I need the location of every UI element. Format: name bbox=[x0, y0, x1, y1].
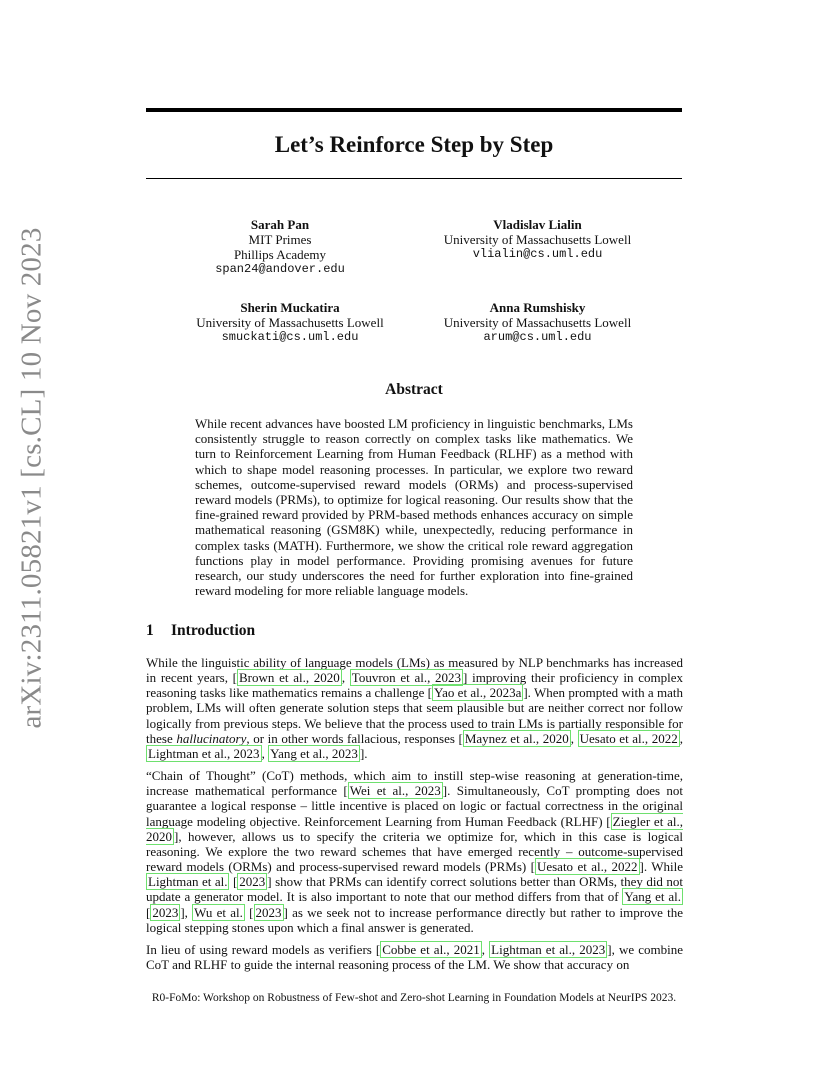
citation-link[interactable]: Lightman et al., 2023 bbox=[491, 941, 606, 957]
author-email: vlialin@cs.uml.edu bbox=[472, 247, 603, 261]
author-name: Sherin Muckatira bbox=[240, 300, 340, 315]
paper-title: Let’s Reinforce Step by Step bbox=[274, 132, 554, 157]
citation-link[interactable]: Brown et al., 2020 bbox=[239, 670, 340, 686]
author-name: Sarah Pan bbox=[250, 217, 310, 232]
citation-link[interactable]: Cobbe et al., 2021 bbox=[382, 941, 480, 957]
citation-link[interactable]: Uesato et al., 2022 bbox=[579, 730, 678, 746]
author-affiliation: University of Massachusetts Lowell bbox=[443, 232, 632, 247]
citation-link[interactable]: Maynez et al., 2020 bbox=[464, 730, 569, 746]
citation-link[interactable]: 2023 bbox=[152, 904, 179, 920]
paragraph-2: “Chain of Thought” (CoT) methods, which aim to instill step-wise reasoning at generation-time, increase mathematical performance [ Wei et al., 2023 ]. Simultaneously, CoT prompting does not guarantee a logical response – little incentive is placed on logic or factual correctness in the original language modeling objective. Reinforcement Learning from Human Feedback (RLHF) [ Ziegler et al., 2020 ], however, allows us to specify the criteria we optimize for, which in this case is logical reasoning. We explore the two reward schemes that have emerged recently – outcome-supervised reward models (ORMs) and process-supervised reward models (PRMs) [ Uesato et al., 2022 ]. While Lightman et al. [ 2023 ] show that PRMs can identify correct solutions better than ORMs, they did not update a generator model. It is also important to note that our method differs from that of Yang et al. [ 2023 ], Wu et al. [ 2023 ] as we seek not to increase performance directly but rather to improve the logical stepping stones upon which a final answer is generated. bbox=[146, 768, 684, 935]
section-heading bbox=[146, 622, 682, 640]
arxiv-sidebar-stamp bbox=[15, 227, 48, 729]
citation-link[interactable]: Uesato et al., 2022 bbox=[536, 859, 638, 875]
citation-link[interactable]: Lightman et al. bbox=[148, 874, 228, 890]
author-block-1 bbox=[190, 217, 370, 277]
author-email: span24@andover.edu bbox=[215, 262, 345, 276]
author-name: Anna Rumshisky bbox=[489, 300, 586, 315]
arxiv-id-text: arXiv:2311.05821v1 [cs.CL] 10 Nov 2023 bbox=[15, 227, 48, 729]
author-affiliation: University of Massachusetts Lowell bbox=[443, 315, 632, 330]
author-email: smuckati@cs.uml.edu bbox=[221, 330, 359, 344]
citation-link[interactable]: Ziegler et al., 2020 bbox=[146, 813, 683, 844]
citation-link[interactable]: Yang et al. bbox=[624, 889, 681, 905]
section-title: Introduction bbox=[171, 622, 256, 639]
citation-link[interactable]: Yang et al., 2023 bbox=[270, 745, 358, 761]
author-name: Vladislav Lialin bbox=[493, 217, 582, 232]
citation-link[interactable]: Touvron et al., 2023 bbox=[351, 670, 462, 686]
section-body bbox=[146, 655, 683, 979]
paragraph-3: In lieu of using reward models as verifiers [ Cobbe et al., 2021 , Lightman et al., 2023 ], we combine CoT and RLHF to guide the internal reasoning process of the LM. We show that accuracy on bbox=[146, 941, 683, 972]
section-number: 1 bbox=[146, 622, 154, 639]
paragraph-1: While the linguistic ability of language models (LMs) as measured by NLP benchmarks has increased in recent years, [ Brown et al., 2020 , Touvron et al., 2023 ] improving their proficiency in complex reasoning tasks like mathematics remains a challenge [ Yao et al., 2023a ]. When prompted with a math problem, LMs will often generate solution steps that seem plausible but are neither correct nor follow logically from previous steps. We believe that the process used to train LMs is partially responsible for these hallucinatory, or in other words fallacious, responses [ Maynez et al., 2020 , Uesato et al., 2022 , Lightman et al., 2023 , Yang et al., 2023 ]. bbox=[146, 655, 683, 761]
citation-link[interactable]: 2023 bbox=[239, 874, 266, 890]
citation-link[interactable]: 2023 bbox=[255, 904, 282, 920]
title-rule-top bbox=[146, 108, 682, 112]
author-email: arum@cs.uml.edu bbox=[483, 330, 592, 344]
abstract-heading: Abstract bbox=[385, 381, 443, 398]
author-affiliation: Phillips Academy bbox=[233, 247, 327, 262]
citation-link[interactable]: Yao et al., 2023a bbox=[434, 685, 522, 701]
author-block-3 bbox=[180, 300, 400, 345]
author-block-4 bbox=[425, 300, 650, 345]
citation-link[interactable]: Wei et al., 2023 bbox=[349, 783, 441, 799]
author-block-2 bbox=[410, 217, 665, 262]
author-affiliation: MIT Primes bbox=[248, 232, 312, 247]
title-rule-bottom bbox=[146, 178, 682, 179]
abstract-text: While recent advances have boosted LM proficiency in linguistic benchmarks, LMs consistently struggle to reason correctly on complex tasks like mathematics. We turn to Reinforcement Learning from Human Feedback (RLHF) as a method with which to shape model reasoning processes. In particular, we explore two reward schemes, outcome-supervised reward models (ORMs) and process-supervised reward models (PRMs), to optimize for logical reasoning. Our results show that the fine-grained reward provided by PRM-based methods enhances accuracy on simple mathematical reasoning (GSM8K) while, unexpectedly, reducing performance in complex tasks (MATH). Furthermore, we show the critical role reward aggregation functions play in model performance. Providing promising avenues for future research, our study underscores the need for further exploration into fine-grained reward modeling for more reliable language models. bbox=[195, 416, 633, 599]
citation-link[interactable]: Lightman et al., 2023 bbox=[148, 745, 260, 761]
emphasis: hallucinatory bbox=[176, 730, 247, 746]
author-affiliation: University of Massachusetts Lowell bbox=[196, 315, 384, 330]
citation-link[interactable]: Wu et al. bbox=[194, 904, 243, 920]
page-footer: R0-FoMo: Workshop on Robustness of Few-shot and Zero-shot Learning in Foundation Models at NeurIPS 2023. bbox=[151, 992, 677, 1004]
